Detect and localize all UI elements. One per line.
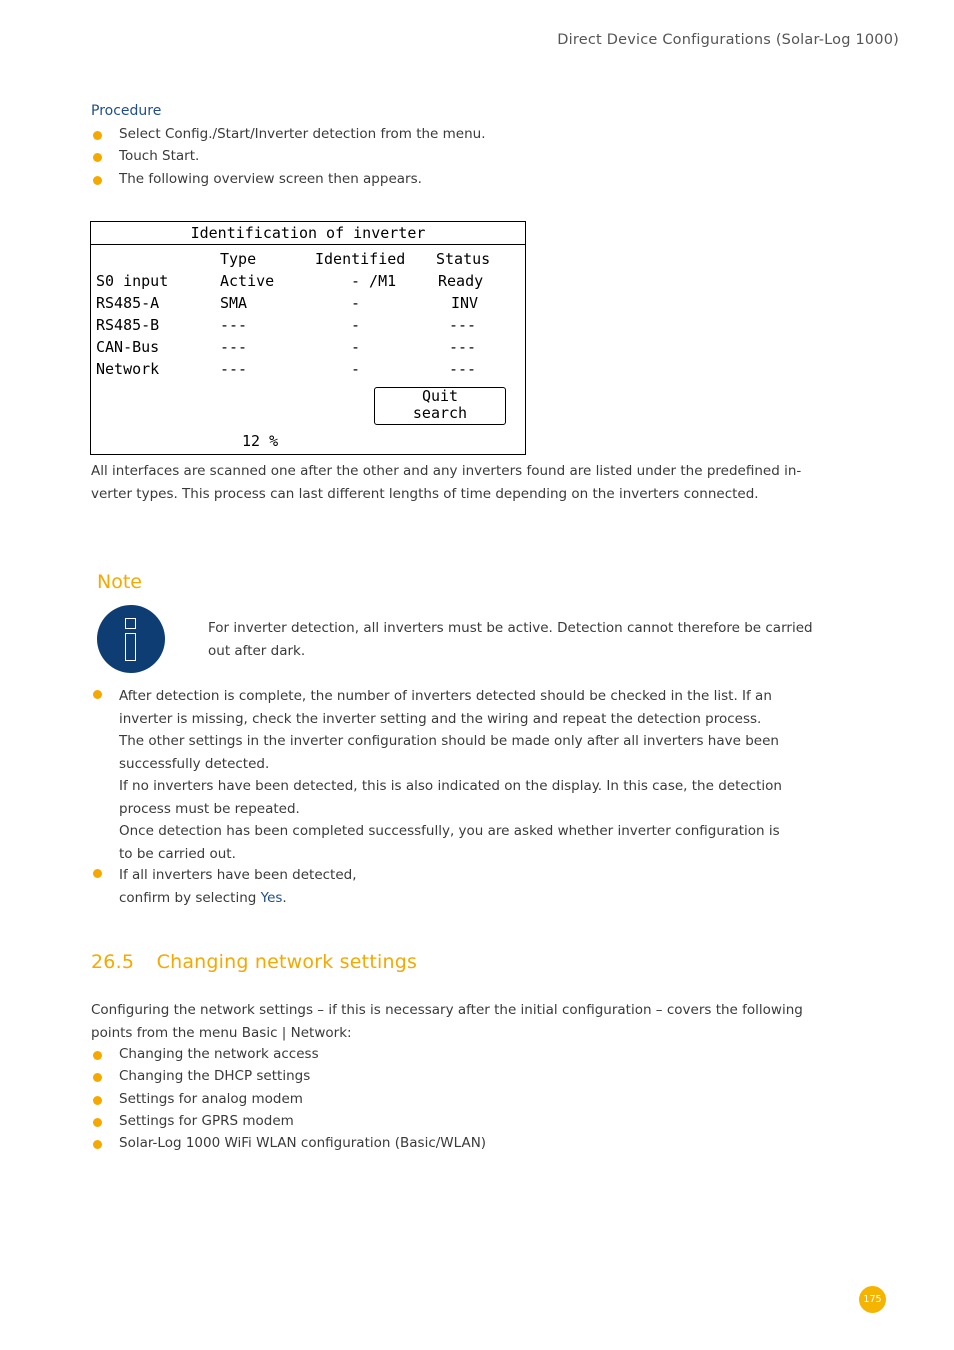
text-line: For inverter detection, all inverters must be active. Detection cannot therefore be carried	[208, 620, 813, 636]
interface-type: ---	[220, 316, 248, 334]
interface-identified: -	[351, 294, 361, 312]
quit-search-label-line1: Quit	[421, 387, 459, 405]
interface-status: Ready	[438, 272, 484, 290]
interface-identified: -	[351, 316, 361, 334]
inverter-detection-screen	[90, 221, 526, 455]
network-item: Changing the network access	[119, 1046, 319, 1062]
text-line: If no inverters have been detected, this is also indicated on the display. In this case, the detection	[119, 778, 782, 794]
procedure-step: Touch Start.	[119, 148, 200, 164]
progress-percent: 12 %	[242, 432, 279, 450]
interface-status: ---	[449, 338, 477, 356]
interface-identified: - /M1	[351, 272, 397, 290]
bullet-icon	[93, 690, 102, 699]
network-item: Solar-Log 1000 WiFi WLAN configuration (Basic/WLAN)	[119, 1135, 487, 1151]
interface-identified: -	[351, 360, 361, 378]
text-line: The other settings in the inverter configuration should be made only after all inverters have been	[119, 733, 779, 749]
procedure-heading: Procedure	[91, 103, 162, 119]
interface-status: ---	[449, 316, 477, 334]
info-icon	[97, 605, 165, 673]
procedure-step: The following overview screen then appears.	[119, 171, 422, 187]
yes-link[interactable]: Yes	[260, 889, 283, 906]
procedure-step: Select Config./Start/Inverter detection from the menu.	[119, 126, 486, 142]
interface-type: ---	[220, 360, 248, 378]
bullet-icon	[93, 176, 102, 185]
text-line: All interfaces are scanned one after the other and any inverters found are listed under the predefined in-	[91, 463, 802, 479]
section-title: Changing network settings	[156, 951, 418, 973]
bullet-icon	[93, 1051, 102, 1060]
network-item: Settings for GPRS modem	[119, 1113, 294, 1129]
info-icon-dot	[125, 618, 136, 629]
running-header: Direct Device Configurations (Solar-Log 1000)	[557, 32, 899, 48]
bullet-icon	[93, 153, 102, 162]
text-line: Once detection has been completed successfully, you are asked whether inverter configuration is	[119, 823, 780, 839]
note-heading: Note	[97, 571, 142, 593]
note-text	[208, 617, 813, 662]
text-line: out after dark.	[208, 642, 306, 659]
section-heading	[91, 951, 417, 973]
text-line: process must be repeated.	[119, 800, 300, 817]
section-intro	[91, 999, 803, 1044]
confirm-text	[119, 864, 357, 909]
interface-label: RS485-A	[96, 294, 160, 312]
interface-label: Network	[96, 360, 160, 378]
interface-status: ---	[449, 360, 477, 378]
interface-type: SMA	[220, 294, 248, 312]
interface-type: Active	[220, 272, 275, 290]
scan-description	[91, 460, 801, 505]
interface-type: ---	[220, 338, 248, 356]
network-item: Settings for analog modem	[119, 1091, 303, 1107]
interface-identified: -	[351, 338, 361, 356]
column-header-identified: Identified	[315, 250, 406, 268]
detection-text	[119, 685, 782, 865]
text-line	[119, 887, 357, 910]
text-line: points from the menu Basic | Network:	[91, 1024, 352, 1041]
quit-search-button[interactable]	[374, 387, 506, 425]
bullet-icon	[93, 869, 102, 878]
bullet-icon	[93, 1140, 102, 1149]
page-number: 175	[859, 1286, 886, 1313]
bullet-icon	[93, 1118, 102, 1127]
interface-label: RS485-B	[96, 316, 160, 334]
bullet-icon	[93, 131, 102, 140]
network-item: Changing the DHCP settings	[119, 1068, 311, 1084]
bullet-icon	[93, 1073, 102, 1082]
column-header-type: Type	[220, 250, 257, 268]
text-line: to be carried out.	[119, 845, 236, 862]
interface-label: S0 input	[96, 272, 169, 290]
confirm-prefix: confirm by selecting	[119, 889, 261, 906]
column-header-status: Status	[436, 250, 491, 268]
info-icon-bar	[125, 633, 136, 661]
text-line: Configuring the network settings – if this is necessary after the initial configuration – covers the following	[91, 1002, 803, 1018]
text-line: If all inverters have been detected,	[119, 867, 357, 883]
text-line: inverter is missing, check the inverter setting and the wiring and repeat the detection process.	[119, 710, 762, 727]
bullet-icon	[93, 1096, 102, 1105]
text-line: After detection is complete, the number of inverters detected should be checked in the list. If an	[119, 688, 772, 704]
interface-status: INV	[451, 294, 479, 312]
text-line: successfully detected.	[119, 755, 270, 772]
section-number: 26.5	[91, 951, 135, 973]
text-line: verter types. This process can last different lengths of time depending on the inverters connected.	[91, 485, 759, 502]
screen-title: Identification of inverter	[91, 222, 525, 245]
quit-search-label-line2: search	[412, 404, 468, 422]
confirm-suffix: .	[282, 889, 287, 906]
interface-label: CAN-Bus	[96, 338, 160, 356]
